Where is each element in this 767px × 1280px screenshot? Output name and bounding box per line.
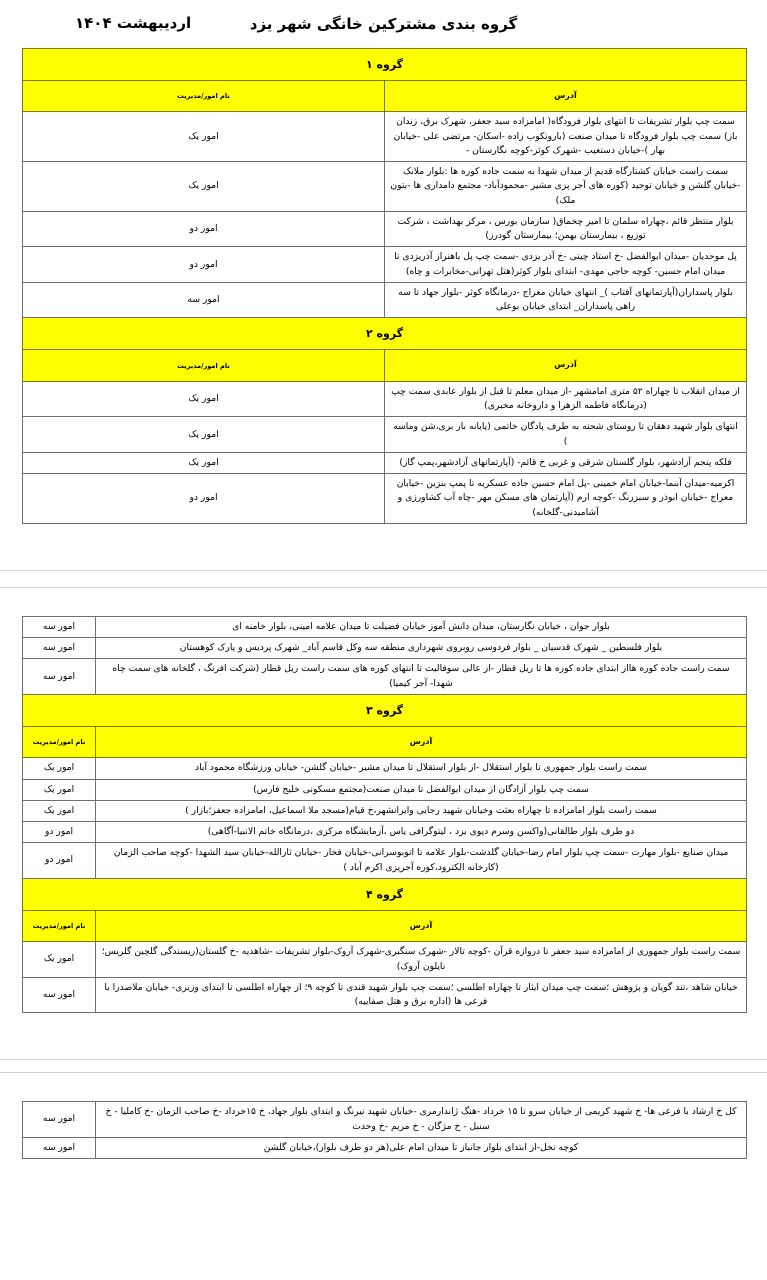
table-row — [23, 800, 747, 821]
address-cell: خیابان شاهد ،تند گویان و پژوهش ؛سمت چپ میدان ایثار تا چهاراه اطلسی ؛سمت چپ بلوار شهید قندی تا کوچه ۹؛ از چهاراه اطلسی تا ابتدای وزیری- خیابان ملاصدرا با فرعی ها (اداره برق و هتل صفاییه) — [96, 977, 747, 1013]
column-header-address: آدرس — [385, 350, 747, 381]
column-header-row — [23, 910, 747, 941]
manager-cell: امور دو — [23, 822, 96, 843]
column-header-manager: نام امور/مدیریت — [23, 726, 96, 757]
address-cell: سمت راست بلوار امامزاده تا چهاراه بعثت وخیابان شهید رجایی وایرانشهر،خ قیام(مسجد ملا اسماعیل، امامزاده جعفر؛بازار ) — [96, 800, 747, 821]
group-header-row — [23, 694, 747, 726]
address-cell: فلکه پنجم آزادشهر، بلوار گلستان شرقی و غربی خ قائم- (آپارتمانهای آزادشهر،پمپ گاز) — [385, 452, 747, 473]
address-cell: از میدان انقلاب تا چهاراه ۵۲ متری امامشهر -از میدان معلم تا قبل از بلوار عابدی سمت چپ (درمانگاه فاطمه الزهرا و داروخانه مخبری) — [385, 381, 747, 417]
group-label: گروه ۴ — [23, 878, 747, 910]
manager-cell: امور یک — [23, 452, 385, 473]
address-cell: سمت راست بلوار جمهوری از امامزاده سید جعفر تا دروازه قرآن -کوچه تالار -شهرک سنگبری-شهرک آروک-بلوار تشریفات -شاهدیه -خ گلستان(ریسندگی گلچین گلریس؛نایلون آروک) — [96, 942, 747, 978]
manager-cell: امور یک — [23, 417, 385, 453]
table-row — [23, 112, 747, 162]
manager-cell: امور سه — [23, 616, 96, 637]
table-row — [23, 758, 747, 779]
manager-cell: امور سه — [23, 1102, 96, 1138]
table-row — [23, 211, 747, 247]
manager-cell: امور دو — [23, 843, 96, 879]
manager-cell: امور یک — [23, 381, 385, 417]
table-row — [23, 638, 747, 659]
group-table-3 — [22, 1101, 747, 1159]
manager-cell: امور سه — [23, 1137, 96, 1158]
table-row — [23, 822, 747, 843]
manager-cell: امور یک — [23, 162, 385, 212]
address-cell: کل خ ارشاد با فرعی ها- خ شهید کریمی از خیابان سرو تا ۱۵ خرداد -هنگ ژاندارمری -خیابان شهید نیرنگ و ابتدای بلوار جهاد، خ ۱۵خرداد -خ صاحب الزمان -خ کاملیا - خ سنبل - خ مژگان - خ مریم -خ وحدت — [96, 1102, 747, 1138]
table-wrapper-page-2 — [0, 616, 767, 1013]
address-cell: سمت چپ بلوار آزادگان از میدان ابوالفضل تا میدان صنعت(مجتمع مسکونی خلیج فارس) — [96, 779, 747, 800]
column-header-address: آدرس — [385, 81, 747, 112]
column-header-address: آدرس — [96, 726, 747, 757]
table-row — [23, 843, 747, 879]
column-header-manager: نام امور/مدیریت — [23, 81, 385, 112]
page-bottom-spacer — [0, 1159, 767, 1173]
page-bottom-spacer — [0, 1013, 767, 1059]
address-cell: کوچه نخل-از ابتدای بلوار جانباز تا میدان امام علی(هر دو طرف بلوار)،خیابان گلشن — [96, 1137, 747, 1158]
table-row — [23, 452, 747, 473]
page-top-spacer — [0, 1073, 767, 1101]
table-row — [23, 977, 747, 1013]
group-header-row — [23, 878, 747, 910]
group-header-row — [23, 49, 747, 81]
address-cell: سمت چپ بلوار تشریفات تا انتهای بلوار فرودگاه( امامزاده سید جعفر، شهرک برق، زندان باز) سمت چپ بلوار فرودگاه تا میدان صنعت (باروتکوب زاده -اسکان- مرتضی علی -خیابان بهار )-خیابان دستغیب -شهرک کوثر-کوچه نگارستان - — [385, 112, 747, 162]
address-cell: بلوار پاسداران(آپارتمانهای آفتاب )_ انتهای خیابان معراج -درمانگاه کوثر -بلوار جهاد تا سه راهی پاسداران_ ابتدای خیابان بوعلی — [385, 282, 747, 318]
manager-cell: امور سه — [23, 638, 96, 659]
table-row — [23, 282, 747, 318]
page-bottom-spacer — [0, 524, 767, 570]
page-3 — [0, 1073, 767, 1173]
manager-cell: امور سه — [23, 659, 96, 695]
table-row — [23, 1102, 747, 1138]
manager-cell: امور سه — [23, 977, 96, 1013]
address-cell: میدان صنایع -بلوار مهارت -سمت چپ بلوار امام رضا-خیابان گلدشت-بلوار علامه تا اتوبوسرانی-خیابان فخار -خیابان ثارالله-خیابان سید الشهدا -کوچه صاحب الزمان (کارخانه الکترود،کوره آجرپزی اکرم آباد ) — [96, 843, 747, 879]
page-top-spacer — [0, 588, 767, 616]
document-header — [0, 0, 767, 48]
table-row — [23, 417, 747, 453]
address-cell: اکرمیه-میدان آبنما-خیابان امام خمینی -پل امام حسین جاده عسکریه تا پمپ بنزین -خیابان معراج -خیابان ابوذر و سبزرنگ -کوچه ارم (آپارتمان های مسکن مهر -چاه آب کشاورزی و آشامیدنی-گلخانه) — [385, 474, 747, 524]
manager-cell: امور دو — [23, 211, 385, 247]
address-cell: دو طرف بلوار طالقانی(واکسن وسرم دپوی یزد ، لیتوگرافی یاس ،آزمایشگاه مرکزی ،درمانگاه خاتم الانبیا-آگاهی) — [96, 822, 747, 843]
page-title: گروه بندی مشترکین خانگی شهر یزد — [249, 15, 518, 33]
manager-cell: امور دو — [23, 247, 385, 283]
manager-cell: امور یک — [23, 112, 385, 162]
column-header-manager: نام امور/مدیریت — [23, 350, 385, 381]
table-row — [23, 779, 747, 800]
address-cell: پل موحدیان -میدان ابوالفضل -خ استاد چیتی -خ آذر یزدی -سمت چپ پل باهنراز آذریزدی تا میدان امام حسین- کوچه حاجی مهدی- ابتدای بلوار کوثر(هتل تهرانی-مخابرات و چاه) — [385, 247, 747, 283]
group-label: گروه ۱ — [23, 49, 747, 81]
manager-cell: امور یک — [23, 942, 96, 978]
address-cell: انتهای بلوار شهید دهقان تا روستای شحنه به طرف پادگان خاتمی (پایانه بار بری،شن وماسه ) — [385, 417, 747, 453]
group-table-2 — [22, 616, 747, 1013]
address-cell: سمت راست خیابان کشتارگاه قدیم از میدان شهدا به سمت جاده کوره ها :بلوار ملانک -خیابان گلشن و خیابان توحید (کوره های آجر پزی مشیر -محمودآباد- مجتمع دامداری ها -بتون ملک) — [385, 162, 747, 212]
manager-cell: امور دو — [23, 474, 385, 524]
table-row — [23, 247, 747, 283]
page-break-2 — [0, 1059, 767, 1073]
group-label: گروه ۳ — [23, 694, 747, 726]
column-header-row — [23, 81, 747, 112]
manager-cell: امور سه — [23, 282, 385, 318]
address-cell: بلوار فلسطین _ شهرک قدسیان _ بلوار فردوسی روبروی شهرداری منطقه سه وکل قاسم آباد_ شهرک پردیس و پارک کوهستان — [96, 638, 747, 659]
manager-cell: امور یک — [23, 758, 96, 779]
page-break-1 — [0, 570, 767, 588]
group-header-row — [23, 318, 747, 350]
table-row — [23, 659, 747, 695]
address-cell: بلوار منتظر قائم ،چهاراه سلمان تا امیر چخماق( سازمان بورس ، مرکز بهداشت ، شرکت توزیع ، بیمارستان بهمن؛ بیمارستان گودرز) — [385, 211, 747, 247]
table-row — [23, 381, 747, 417]
table-wrapper-page-1 — [0, 48, 767, 524]
manager-cell: امور یک — [23, 800, 96, 821]
manager-cell: امور یک — [23, 779, 96, 800]
table-row — [23, 474, 747, 524]
column-header-manager: نام امور/مدیریت — [23, 910, 96, 941]
column-header-address: آدرس — [96, 910, 747, 941]
table-wrapper-page-3 — [0, 1101, 767, 1159]
column-header-row — [23, 726, 747, 757]
address-cell: سمت راست جاده کوره هااز ابتدای جاده کوره ها تا ریل قطار -از عالی سوفالیت تا انتهای کوره های سمت راست ریل قطار (شرکت افرنگ ، گلخانه های سمت چاه شهدا- آجر کیمیا) — [96, 659, 747, 695]
document-date: اردیبهشت ۱۴۰۴ — [75, 14, 192, 32]
address-cell: بلوار جوان ، خیابان نگارستان، میدان دانش آموز خیابان فضیلت تا میدان علامه امینی، بلوار خامنه ای — [96, 616, 747, 637]
address-cell: سمت راست بلوار جمهوری تا بلوار استقلال -از بلوار استقلال تا میدان مشیر -خیابان گلشن- خیابان ورزشگاه محمود آباد — [96, 758, 747, 779]
table-row — [23, 616, 747, 637]
group-label: گروه ۲ — [23, 318, 747, 350]
table-row — [23, 942, 747, 978]
table-row — [23, 1137, 747, 1158]
group-table-1 — [22, 48, 747, 524]
table-row — [23, 162, 747, 212]
page-2 — [0, 588, 767, 1059]
column-header-row — [23, 350, 747, 381]
page-1 — [0, 0, 767, 570]
